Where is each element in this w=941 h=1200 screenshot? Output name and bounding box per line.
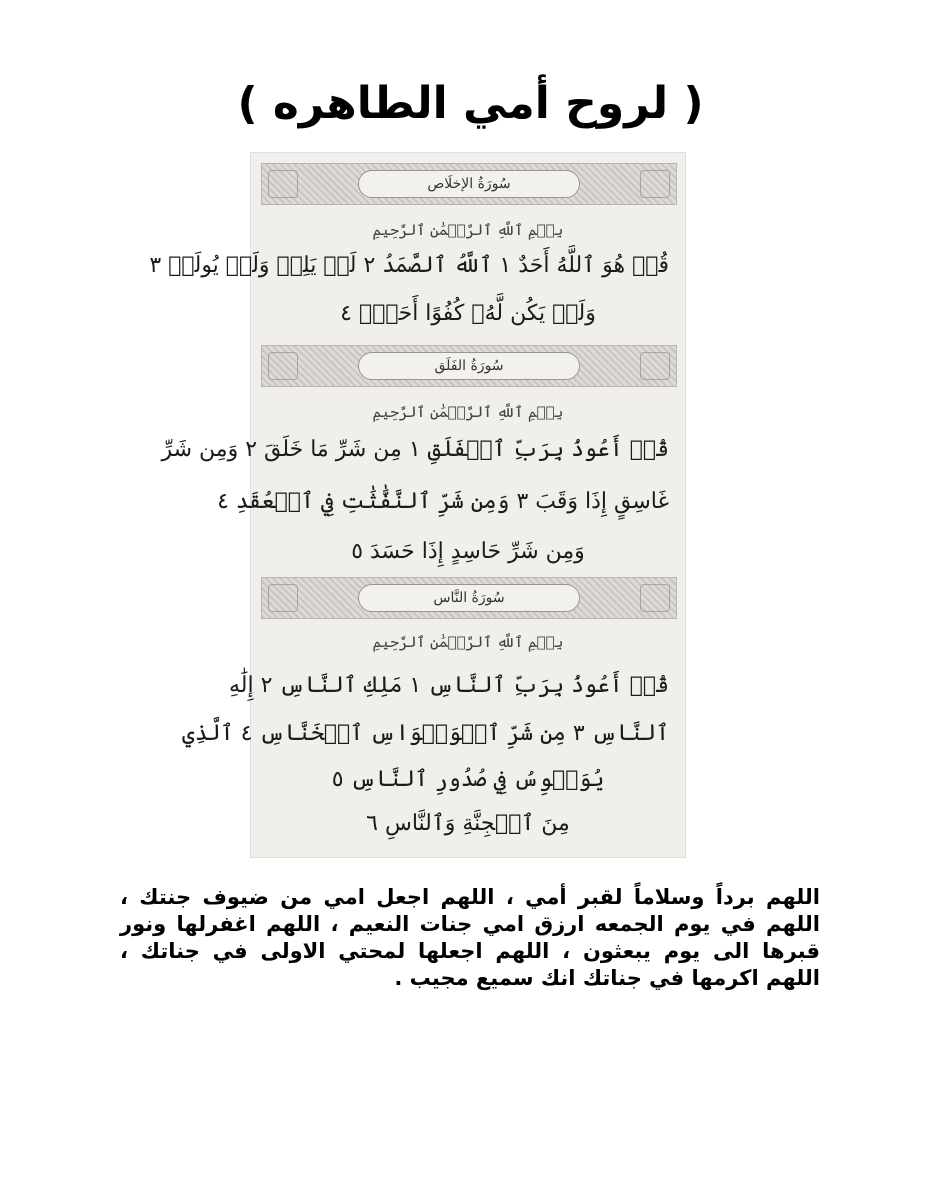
surah-header-band (261, 577, 677, 619)
surah-name: سُورَةُ الفَلَق (358, 352, 580, 380)
verse-line: مِنَ ٱلۡجِنَّةِ وَٱلنَّاسِ ٦ (366, 811, 570, 836)
surah-name: سُورَةُ الإخلَاص (358, 170, 580, 198)
surah-name: سُورَةُ النَّاس (358, 584, 580, 612)
verse-line: قُلۡ أَعُوذُ بِرَبِّ ٱلنَّاسِ ١ مَلِكِ ٱلنَّاسِ ٢ إِلَٰهِ (228, 673, 669, 698)
basmala: بِسۡمِ ٱللَّهِ ٱلرَّحۡمَٰنِ ٱلرَّحِيمِ (372, 633, 564, 651)
dua-paragraph: اللهم برداً وسلاماً لقبر أمي ، اللهم اجعل امي من ضيوف جنتك ، اللهم في يوم الجمعه ارزق امي جنات النعيم ، اللهم اغفرلها ونور قبرها الى يوم يبعثون ، اللهم اجعلها لمحتي الاولى في جناتك ، اللهم اكرمها في جناتك انك سميع مجيب . (120, 885, 820, 990)
verse-line: يُوَسۡوِسُ فِي صُدُورِ ٱلنَّاسِ ٥ (331, 767, 605, 792)
verse-line: غَاسِقٍ إِذَا وَقَبَ ٣ وَمِن شَرِّ ٱلنَّفَّٰثَٰتِ فِي ٱلۡعُقَدِ ٤ (217, 489, 669, 514)
verse-line: قُلۡ أَعُوذُ بِرَبِّ ٱلۡفَلَقِ ١ مِن شَرِّ مَا خَلَقَ ٢ وَمِن شَرِّ (161, 437, 669, 462)
surah-header-band (261, 345, 677, 387)
quran-page-image (149, 152, 686, 858)
verse-line: وَمِن شَرِّ حَاسِدٍ إِذَا حَسَدَ ٥ (351, 539, 585, 564)
verse-line: قُلۡ هُوَ ٱللَّهُ أَحَدٌ ١ ٱللَّهُ ٱلصَّمَدُ ٢ لَمۡ يَلِدۡ وَلَمۡ يُولَدۡ ٣ (149, 253, 669, 278)
page-title: ( لروح أمي الطاهره ) (237, 78, 704, 129)
surah-header-band (261, 163, 677, 205)
basmala: بِسۡمِ ٱللَّهِ ٱلرَّحۡمَٰنِ ٱلرَّحِيمِ (372, 221, 564, 239)
verse-line: ٱلنَّاسِ ٣ مِن شَرِّ ٱلۡوَسۡوَاسِ ٱلۡخَنَّاسِ ٤ ٱلَّذِي (182, 721, 669, 746)
verse-line: وَلَمۡ يَكُن لَّهُۥ كُفُوًا أَحَدُۢ ٤ (340, 301, 596, 326)
basmala: بِسۡمِ ٱللَّهِ ٱلرَّحۡمَٰنِ ٱلرَّحِيمِ (372, 403, 564, 421)
